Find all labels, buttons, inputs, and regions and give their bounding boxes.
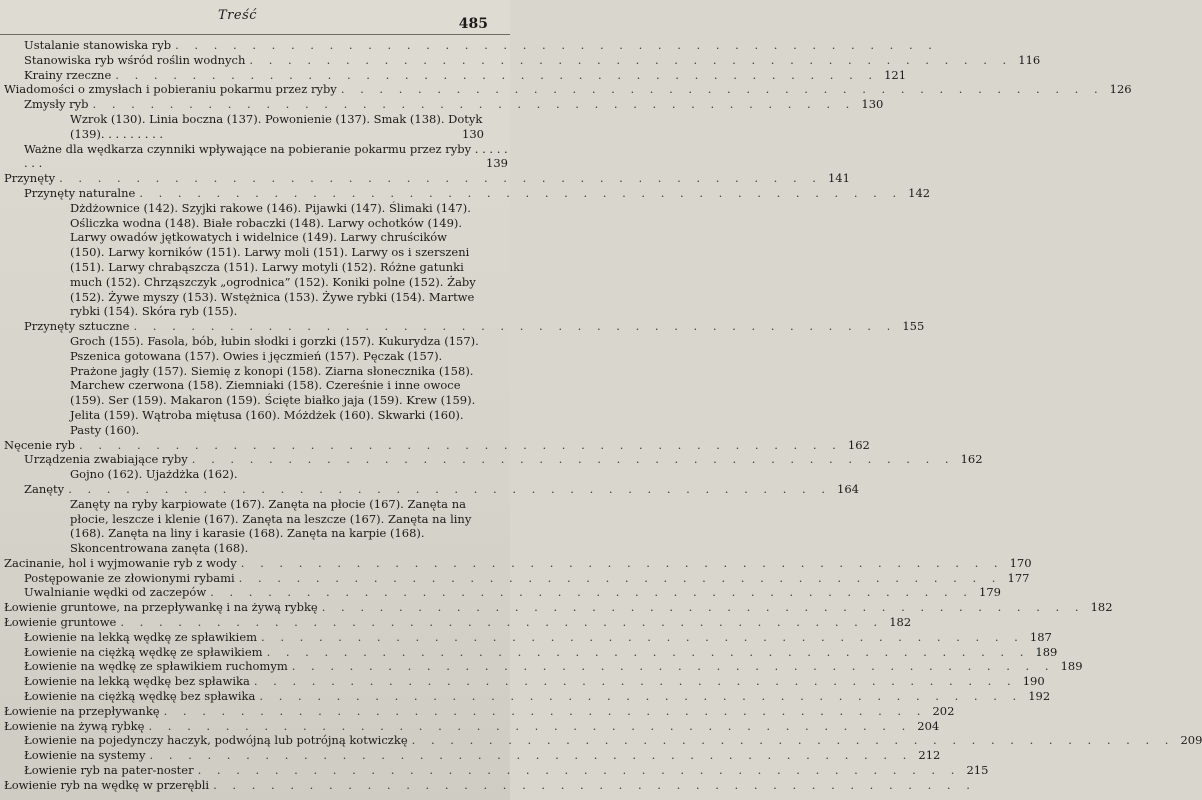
toc-entry-page: 162: [960, 452, 983, 467]
toc-entry-page: 164: [837, 481, 859, 496]
toc-entry: [4, 748, 941, 763]
toc-entry-page: 116: [1018, 52, 1041, 67]
leader-dots: . . . . . . . . . . . . . . . . . . . . . . . . . . . . . . . . . . . . . . . .: [240, 555, 1004, 570]
toc-entry: [4, 615, 912, 630]
toc-entry-text: Łowienie na przepływankę: [4, 703, 160, 718]
header-rule: [0, 34, 510, 35]
leader-dots: . . . . . . . . . . . . . . . . . . . . . . . . . . . . . . . . . . . . . . . .: [321, 600, 1085, 615]
toc-entry-text: Łowienie na żywą rybkę: [4, 718, 145, 733]
toc-entry-text: Zmysły ryb: [24, 97, 89, 112]
toc-entry-page: 170: [1009, 555, 1032, 570]
leader-dots: . . . . . . . .: [24, 141, 508, 171]
leader-dots: . . . . . . . . . . . . . . . . . . . . . . . . . . . . . . . . . . . . . . . .: [340, 82, 1104, 97]
toc-entry-page: 182: [889, 615, 912, 630]
toc-entry-page: 130: [861, 97, 884, 112]
toc-entry-page: 189: [1060, 659, 1083, 674]
toc-entry-page: 212: [918, 748, 941, 763]
toc-entry-page: 204: [917, 718, 940, 733]
toc-entry: [4, 674, 1045, 689]
toc-entry-text: Uwalnianie wędki od zaczepów: [24, 585, 207, 600]
toc-entry: [4, 97, 884, 112]
leader-dots: . . . . . . . . . . . . . . . . . . . . . . . . . . . . . . . . . . . . . . . .: [259, 689, 1023, 704]
toc-entry-page: 189: [1035, 644, 1058, 659]
toc-entry-text: Łowienie na systemy: [24, 748, 146, 763]
toc-entry-text: Łowienie na ciężką wędkę bez spławika: [24, 689, 256, 704]
toc-entry-page: 202: [932, 703, 955, 718]
toc-entry-page: [980, 778, 1004, 793]
leader-dots: . . . . . . . . . . . . . . . . . . . . . . . . . . . . . . . . . . . . . . . .: [120, 615, 884, 630]
toc-entry: [4, 570, 1030, 586]
toc-entry: [4, 467, 508, 482]
toc-entry-text: Łowienie gruntowe: [4, 615, 117, 630]
leader-dots: . . . . . . . . . . . . . . . . . . . . . . . . . . . . . . . . . . . . . . . .: [133, 319, 897, 334]
toc-entry-text: Groch (155). Fasola, bób, łubin słodki i gorzki (157). Kukurydza (157). Pszenica gotowana (157). Owies i jęczmień (157). Pęczak (157). Prażone jagły (157). Siemię z konopi (158). Ziarna słonecznika (158). Marchew czerwona (158). Ziemniaki (158). Czereśnie i inne owoce (159). Ser (159). Makaron (159). Ścięte białko jaja (159). Krew (159). Jelita (159). Wątroba miętusa (160). Móżdżek (160). Skwarki (160). Pasty (160).: [70, 333, 479, 437]
toc-entry-text: Gojno (162). Ujażdżka (162).: [70, 467, 238, 482]
leader-dots: . . . . . . . .: [104, 126, 164, 141]
toc-entry-text: Wiadomości o zmysłach i pobieraniu pokarmu przez ryby: [4, 82, 337, 97]
toc-entry: [4, 585, 1001, 600]
toc-entry-page: 182: [1090, 600, 1113, 615]
toc-entry-text: Łowienie na ciężką wędkę ze spławikiem: [24, 644, 263, 659]
leader-dots: . . . . . . . . . . . . . . . . . . . . . . . . . . . . . . . . . . . . . . . .: [59, 171, 822, 186]
toc-entry-text: Stanowiska ryb wśród roślin wodnych: [24, 52, 246, 67]
toc-entry-text: Krainy rzeczne: [24, 67, 112, 82]
toc-entry-text: Wzrok (130). Linia boczna (137). Powonienie (137). Smak (138). Dotyk (139).: [70, 111, 483, 141]
toc-entry-page: [942, 38, 966, 53]
leader-dots: . . . . . . . . . . . . . . . . . . . . . . . . . . . . . . . . . . . . . . . .: [115, 67, 879, 82]
toc-entry: [4, 689, 1051, 704]
toc-entry: [4, 38, 938, 53]
toc-entry: [4, 777, 976, 793]
toc-entry-page: 130: [462, 126, 484, 141]
table-of-contents: [4, 38, 1202, 793]
toc-entry: [4, 171, 850, 186]
toc-entry-page: 179: [979, 585, 1001, 600]
leader-dots: . . . . . . . . . . . . . . . . . . . . . . . . . . . . . . . . . . . . . . . .: [68, 481, 831, 496]
toc-entry-text: Łowienie ryb na pater-noster: [24, 763, 194, 778]
toc-entry: [4, 600, 1113, 615]
leader-dots: . . . . . . . . . . . . . . . . . . . . . . . . . . . . . . . . . . . . . . . .: [79, 437, 842, 452]
toc-entry-text: Łowienie ryb na wędkę w przerębli: [4, 777, 210, 792]
toc-entry: [4, 82, 1132, 97]
running-title: Treść: [218, 8, 258, 23]
toc-entry-text: Zanęty: [24, 481, 65, 496]
toc-entry-page: 209: [1180, 733, 1202, 748]
toc-entry-page: 141: [827, 171, 850, 186]
toc-entry: [4, 201, 508, 319]
toc-entry: [4, 112, 508, 142]
toc-entry-page: 192: [1028, 689, 1051, 704]
leader-dots: . . . . . . . . . . . . . . . . . . . . . . . . . . . . . . . . . . . . . . . .: [213, 777, 976, 792]
leader-dots: . . . . . . . . . . . . . . . . . . . . . . . . . . . . . . . . . . . . . . . .: [191, 452, 955, 467]
leader-dots: . . . . . . . . . . . . . . . . . . . . . . . . . . . . . . . . . . . . . . . .: [411, 733, 1175, 748]
toc-entry-text: Zanęty na ryby karpiowate (167). Zanęta na płocie (167). Zanęta na płocie, leszcze i klenie (167). Zanęta na leszcze (167). Zanęta na liny (168). Zanęta na liny i karasie (168). Zanęta na karpie (168). Skoncentrowana zanęta (168).: [70, 496, 472, 556]
leader-dots: . . . . . . . . . . . . . . . . . . . . . . . . . . . . . . . . . . . . . . . .: [266, 644, 1030, 659]
toc-entry: [4, 52, 1041, 68]
toc-entry: [4, 497, 508, 556]
toc-entry-text: Ważne dla wędkarza czynniki wpływające na pobieranie pokarmu przez ryby: [24, 141, 472, 156]
toc-entry-text: Łowienie na wędkę ze spławikiem ruchomym: [24, 659, 288, 674]
toc-entry-text: Zacinanie, hol i wyjmowanie ryb z wody: [4, 555, 237, 570]
page-number: 485: [458, 16, 488, 32]
leader-dots: . . . . . . . . . . . . . . . . . . . . . . . . . . . . . . . . . . . . . . . .: [261, 629, 1024, 644]
toc-entry-text: Łowienie na lekką wędkę ze spławikiem: [24, 629, 258, 644]
toc-entry: [4, 644, 1058, 660]
leader-dots: . . . . . . . . . . . . . . . . . . . . . . . . . . . . . . . . . . . . . . . .: [253, 674, 1017, 689]
toc-entry: [4, 142, 508, 172]
leader-dots: . . . . . . . . . . . . . . . . . . . . . . . . . . . . . . . . . . . . . . . .: [197, 763, 961, 778]
toc-entry-page: 121: [884, 67, 907, 82]
toc-entry-text: Przynęty: [4, 171, 56, 186]
toc-entry-text: Postępowanie ze złowionymi rybami: [24, 570, 235, 585]
leader-dots: . . . . . . . . . . . . . . . . . . . . . . . . . . . . . . . . . . . . . . . .: [148, 718, 912, 733]
toc-entry: [4, 437, 870, 453]
toc-entry-text: Nęcenie ryb: [4, 437, 76, 452]
toc-entry-page: 142: [908, 185, 931, 200]
toc-entry-page: 162: [847, 437, 870, 452]
toc-entry-text: Łowienie na lekką wędkę bez spławika: [24, 674, 250, 689]
toc-entry: [4, 67, 907, 83]
toc-entry: [4, 659, 1083, 674]
toc-entry: [4, 185, 931, 201]
toc-entry-text: Urządzenia zwabiające ryby: [24, 452, 188, 467]
toc-entry-text: Łowienie na pojedynczy haczyk, podwójną lub potrójną kotwiczkę: [24, 733, 408, 748]
leader-dots: . . . . . . . . . . . . . . . . . . . . . . . . . . . . . . . . . . . . . . . .: [238, 570, 1002, 585]
leader-dots: . . . . . . . . . . . . . . . . . . . . . . . . . . . . . . . . . . . . . . . .: [249, 52, 1013, 67]
toc-entry-page: 190: [1022, 674, 1045, 689]
toc-entry: [4, 629, 1052, 645]
toc-entry-page: 139: [486, 156, 508, 171]
toc-entry-text: Przynęty naturalne: [24, 185, 136, 200]
leader-dots: . . . . . . . . . . . . . . . . . . . . . . . . . . . . . . . . . . . . . . . .: [92, 97, 856, 112]
toc-entry-text: Łowienie gruntowe, na przepływankę i na żywą rybkę: [4, 600, 318, 615]
toc-entry: [4, 481, 859, 497]
toc-entry-page: 126: [1109, 82, 1132, 97]
leader-dots: . . . . . . . . . . . . . . . . . . . . . . . . . . . . . . . . . . . . . . . .: [210, 585, 973, 600]
toc-entry: [4, 452, 983, 467]
page-header: [0, 0, 510, 34]
toc-entry: [4, 718, 940, 734]
toc-entry: [4, 334, 508, 438]
leader-dots: . . . . . . . . . . . . . . . . . . . . . . . . . . . . . . . . . . . . . . . .: [175, 38, 938, 52]
toc-entry-text: Dżdżownice (142). Szyjki rakowe (146). Pijawki (147). Ślimaki (147). Ośliczka wodna (148). Białe robaczki (148). Larwy ochotków (149). Larwy owadów jętkowatych i widelnice (149). Larwy chruścików (150). Larwy korników (151). Larwy moli (151). Larwy os i szerszeni (151). Larwy chrabąszcza (151). Larwy motyli (152). Różne gatunki much (152). Chrząszczyk „ogrodnica” (152). Koniki polne (152). Żaby (152). Żywe myszy (153). Wstężnica (153). Żywe rybki (154). Martwe rybki (154). Skóra ryb (155).: [70, 200, 476, 319]
toc-entry: [4, 555, 1032, 571]
toc-entry-text: Ustalanie stanowiska ryb: [24, 38, 172, 52]
toc-entry-page: 155: [902, 319, 925, 334]
leader-dots: . . . . . . . . . . . . . . . . . . . . . . . . . . . . . . . . . . . . . . . .: [149, 748, 913, 763]
leader-dots: . . . . . . . . . . . . . . . . . . . . . . . . . . . . . . . . . . . . . . . .: [163, 703, 927, 718]
toc-entry-page: 187: [1029, 629, 1052, 644]
leader-dots: . . . . . . . . . . . . . . . . . . . . . . . . . . . . . . . . . . . . . . . .: [291, 659, 1055, 674]
toc-entry-page: 215: [966, 763, 989, 778]
toc-entry-page: 177: [1007, 570, 1030, 585]
toc-entry: [4, 733, 1202, 748]
toc-entry: [4, 763, 989, 778]
leader-dots: . . . . . . . . . . . . . . . . . . . . . . . . . . . . . . . . . . . . . . . .: [139, 185, 903, 200]
toc-entry: [4, 703, 955, 719]
toc-entry: [4, 319, 925, 334]
toc-entry-text: Przynęty sztuczne: [24, 319, 130, 334]
